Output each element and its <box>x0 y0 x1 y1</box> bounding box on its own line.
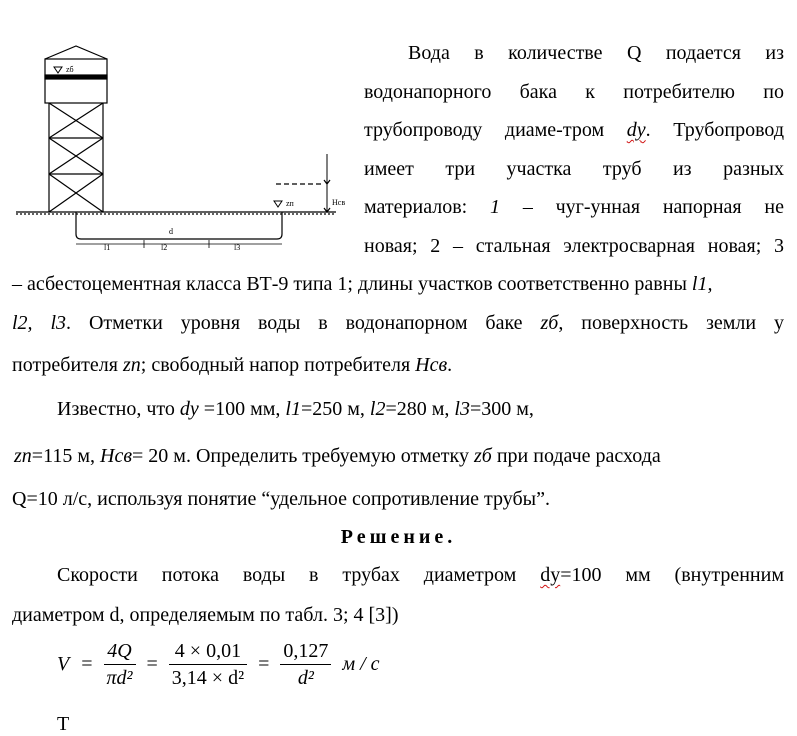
label-l3: l3 <box>234 243 241 252</box>
tower-tank <box>45 59 107 103</box>
pipe <box>76 212 282 239</box>
fraction-1: $\frac{4Q}{\text{πd²}}$ <box>104 638 136 691</box>
known-line-3: Q=10 л/с, используя понятие “удельное сопротивление трубы”. <box>12 488 550 510</box>
solution-heading: Решение. <box>340 526 457 548</box>
label-d: d <box>169 227 173 236</box>
label-z-consumer: zп <box>286 199 294 208</box>
solution-line-2: диаметром d, определяемым по табл. 3; 4 [3]) <box>12 604 399 626</box>
tower-roof <box>45 46 107 59</box>
consumer-level-icon <box>274 201 282 207</box>
water-tower-figure <box>14 44 350 258</box>
fraction-2: $\frac{4 \times 0,01}{\text{3,14 × d²}}$ <box>169 638 247 691</box>
label-l1: l1 <box>104 243 111 252</box>
known-line-1: Известно, что dу =100 мм, l1=250 м, l2=280 м, l3=300 м, <box>57 398 534 420</box>
fraction-3: $\frac{0,127}{\text{d²}}$ <box>280 638 331 691</box>
label-l2: l2 <box>161 243 168 252</box>
velocity-formula: V = $\frac{4Q}{\text{πd²}}$ = $\frac{4 \times 0,01}{\text{3,14 × d²}}$ = $\frac{0,127}{\text{d²}}$ м / с <box>57 640 380 689</box>
dy-symbol: dу <box>626 119 646 141</box>
label-H: Hсв <box>332 198 346 207</box>
tank-water-level-icon <box>54 67 62 73</box>
problem-line-2: водонапорного бака к потребителю по <box>364 81 784 103</box>
problem-line-5: материалов: 1 – чуг-унная напорная не <box>364 196 784 218</box>
problem-line-9: потребителя zп; свободный напор потребителя Hсв. <box>12 354 453 376</box>
dy-symbol-2: dу <box>540 564 561 586</box>
label-z-tank: zб <box>66 65 74 74</box>
problem-line-8: l2, l3. Отметки уровня воды в водонапорном баке zб, поверхность земли у <box>12 312 785 334</box>
problem-line-3: трубопроводу диаме-тром dу. Трубопровод <box>364 119 784 141</box>
solution-line-1: Скорости потока воды в трубах диаметром dу=100 мм (внутренним <box>57 564 784 586</box>
problem-line-6: новая; 2 – стальная электросварная новая; 3 <box>364 235 784 257</box>
problem-line-1: Вода в количестве Q подается из <box>408 42 784 64</box>
problem-line-4: имеет три участка труб из разных <box>364 158 784 180</box>
known-line-2: zп=115 м, Hсв= 20 м. Определить требуемую отметку zб при подаче расхода <box>14 445 661 467</box>
footer-partial-text: Т <box>57 713 70 735</box>
problem-line-7: – асбестоцементная класса ВТ-9 типа 1; длины участков соответственно равны l1, <box>12 273 713 295</box>
